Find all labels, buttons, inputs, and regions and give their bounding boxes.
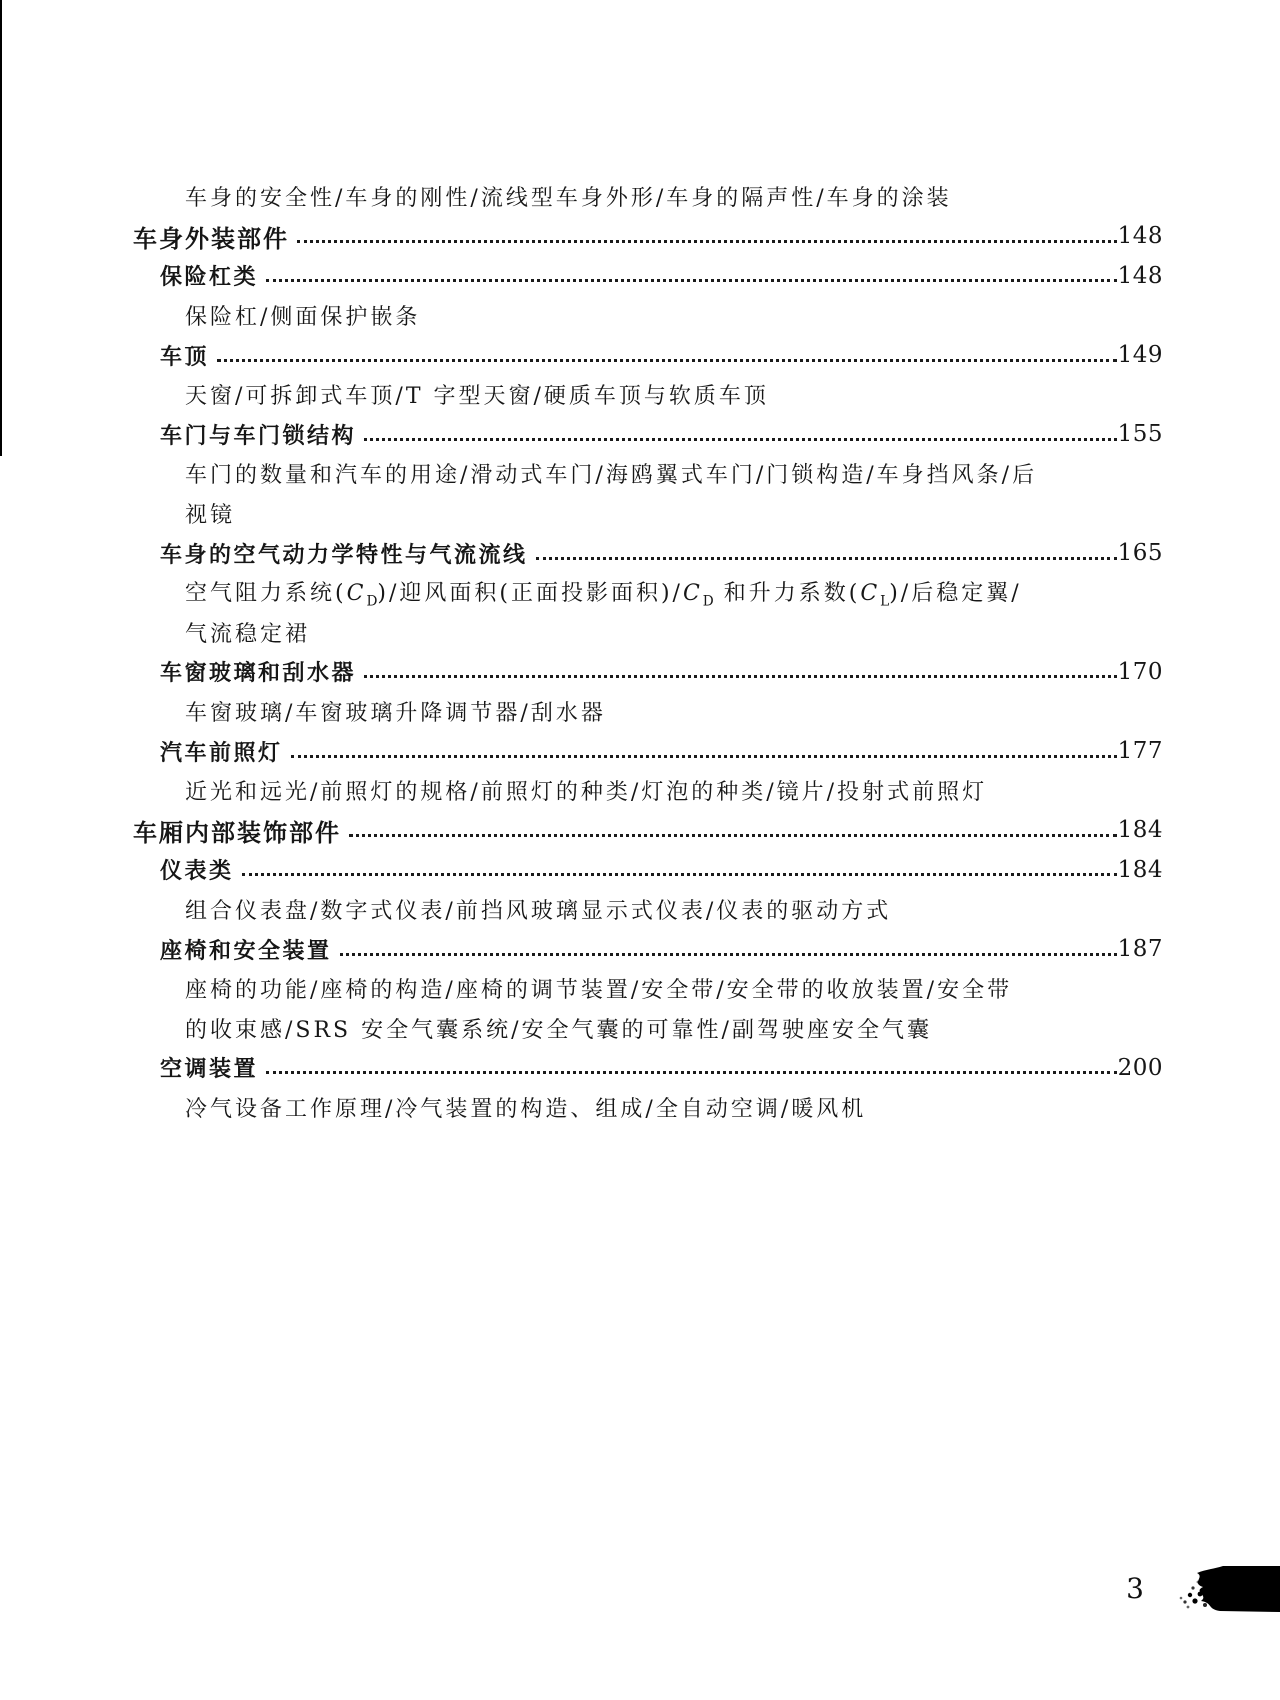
toc-entry <box>133 573 1163 613</box>
toc-entry <box>133 1088 1163 1128</box>
toc-entry <box>133 177 1163 217</box>
toc-page-number: 165 <box>1117 540 1163 567</box>
toc-entry <box>133 335 1163 375</box>
toc-entry-text: 车身的安全性/车身的刚性/流线型车身外形/车身的隔声性/车身的涂装 <box>185 186 952 212</box>
toc-entry-text: 车顶 <box>160 343 210 370</box>
dotted-leader <box>349 834 1117 837</box>
toc-page-number: 148 <box>1117 223 1163 250</box>
toc-entry-text: 汽车前照灯 <box>160 739 283 766</box>
toc-entry <box>133 256 1163 296</box>
toc-entry <box>133 296 1163 336</box>
toc-entry-text: 车窗玻璃和刮水器 <box>160 660 357 687</box>
toc-entry-text: 空调装置 <box>160 1056 259 1083</box>
ink-smudge-artifact <box>1178 1564 1280 1614</box>
toc-page-number: 184 <box>1117 817 1163 844</box>
toc-entry <box>133 375 1163 415</box>
toc-entry-text: 保险杠类 <box>160 264 259 291</box>
toc-page-number: 148 <box>1117 262 1163 289</box>
toc-entry <box>133 454 1163 494</box>
toc-entry-text: 座椅的功能/座椅的构造/座椅的调节装置/安全带/安全带的收放装置/安全带 <box>185 978 1013 1004</box>
toc-entry-text: 车厢内部装饰部件 <box>133 818 341 847</box>
toc-entry <box>133 415 1163 455</box>
toc-entry <box>133 850 1163 890</box>
toc-entry <box>133 771 1163 811</box>
toc-entry <box>133 969 1163 1009</box>
dotted-leader <box>340 953 1117 956</box>
toc-entry <box>133 731 1163 771</box>
toc-page-number: 200 <box>1117 1054 1163 1081</box>
table-of-contents <box>133 177 1163 1127</box>
toc-entry <box>133 692 1163 732</box>
toc-page-number: 187 <box>1117 936 1163 963</box>
toc-entry-text: 车门与车门锁结构 <box>160 422 357 449</box>
toc-entry-text: 天窗/可拆卸式车顶/T 字型天窗/硬质车顶与软质车顶 <box>185 384 769 410</box>
toc-entry-text: 车门的数量和汽车的用途/滑动式车门/海鸥翼式车门/门锁构造/车身挡风条/后 <box>185 463 1038 489</box>
toc-entry-text: 冷气设备工作原理/冷气装置的构造、组成/全自动空调/暖风机 <box>185 1096 867 1122</box>
dotted-leader <box>291 755 1117 758</box>
toc-entry <box>133 613 1163 653</box>
toc-entry-text: 座椅和安全装置 <box>160 937 332 964</box>
toc-page-number: 184 <box>1117 856 1163 883</box>
toc-entry-text: 空气阻力系统$(C_D)/$迎风面积(正面投影面积)$/C_D$ 和升力系数$(C_L)/$后稳定翼/ <box>185 581 1022 610</box>
toc-entry-text: 气流稳定裙 <box>185 621 311 647</box>
toc-entry <box>133 217 1163 257</box>
scan-edge-artifact <box>0 0 2 456</box>
dotted-leader <box>266 279 1117 282</box>
folio-page-number: 3 <box>1126 1572 1144 1605</box>
dotted-leader <box>364 438 1117 441</box>
dotted-leader <box>297 240 1117 243</box>
toc-entry <box>133 1048 1163 1088</box>
toc-entry <box>133 533 1163 573</box>
toc-entry-text: 的收束感/SRS 安全气囊系统/安全气囊的可靠性/副驾驶座安全气囊 <box>185 1017 932 1043</box>
dotted-leader <box>266 1071 1117 1074</box>
toc-entry-text: 车窗玻璃/车窗玻璃升降调节器/刮水器 <box>185 701 606 727</box>
toc-entry-text: 视镜 <box>185 503 236 529</box>
toc-entry-text: 仪表类 <box>160 858 234 885</box>
toc-entry-text: 车身的空气动力学特性与气流流线 <box>160 541 528 568</box>
toc-entry <box>133 494 1163 534</box>
toc-entry-text: 近光和远光/前照灯的规格/前照灯的种类/灯泡的种类/镜片/投射式前照灯 <box>185 780 988 806</box>
dotted-leader <box>364 675 1117 678</box>
toc-page-number: 177 <box>1117 738 1163 765</box>
toc-entry <box>133 929 1163 969</box>
dotted-leader <box>242 873 1117 876</box>
toc-entry <box>133 811 1163 851</box>
dotted-leader <box>217 359 1117 362</box>
toc-entry <box>133 652 1163 692</box>
toc-entry <box>133 1008 1163 1048</box>
toc-page-number: 149 <box>1117 342 1163 369</box>
dotted-leader <box>536 557 1117 560</box>
toc-entry-text: 组合仪表盘/数字式仪表/前挡风玻璃显示式仪表/仪表的驱动方式 <box>185 898 892 924</box>
toc-entry <box>133 890 1163 930</box>
toc-page-number: 155 <box>1117 421 1163 448</box>
toc-entry-text: 车身外装部件 <box>133 224 289 253</box>
toc-entry-text: 保险杠/侧面保护嵌条 <box>185 305 421 331</box>
toc-page-number: 170 <box>1117 658 1163 685</box>
